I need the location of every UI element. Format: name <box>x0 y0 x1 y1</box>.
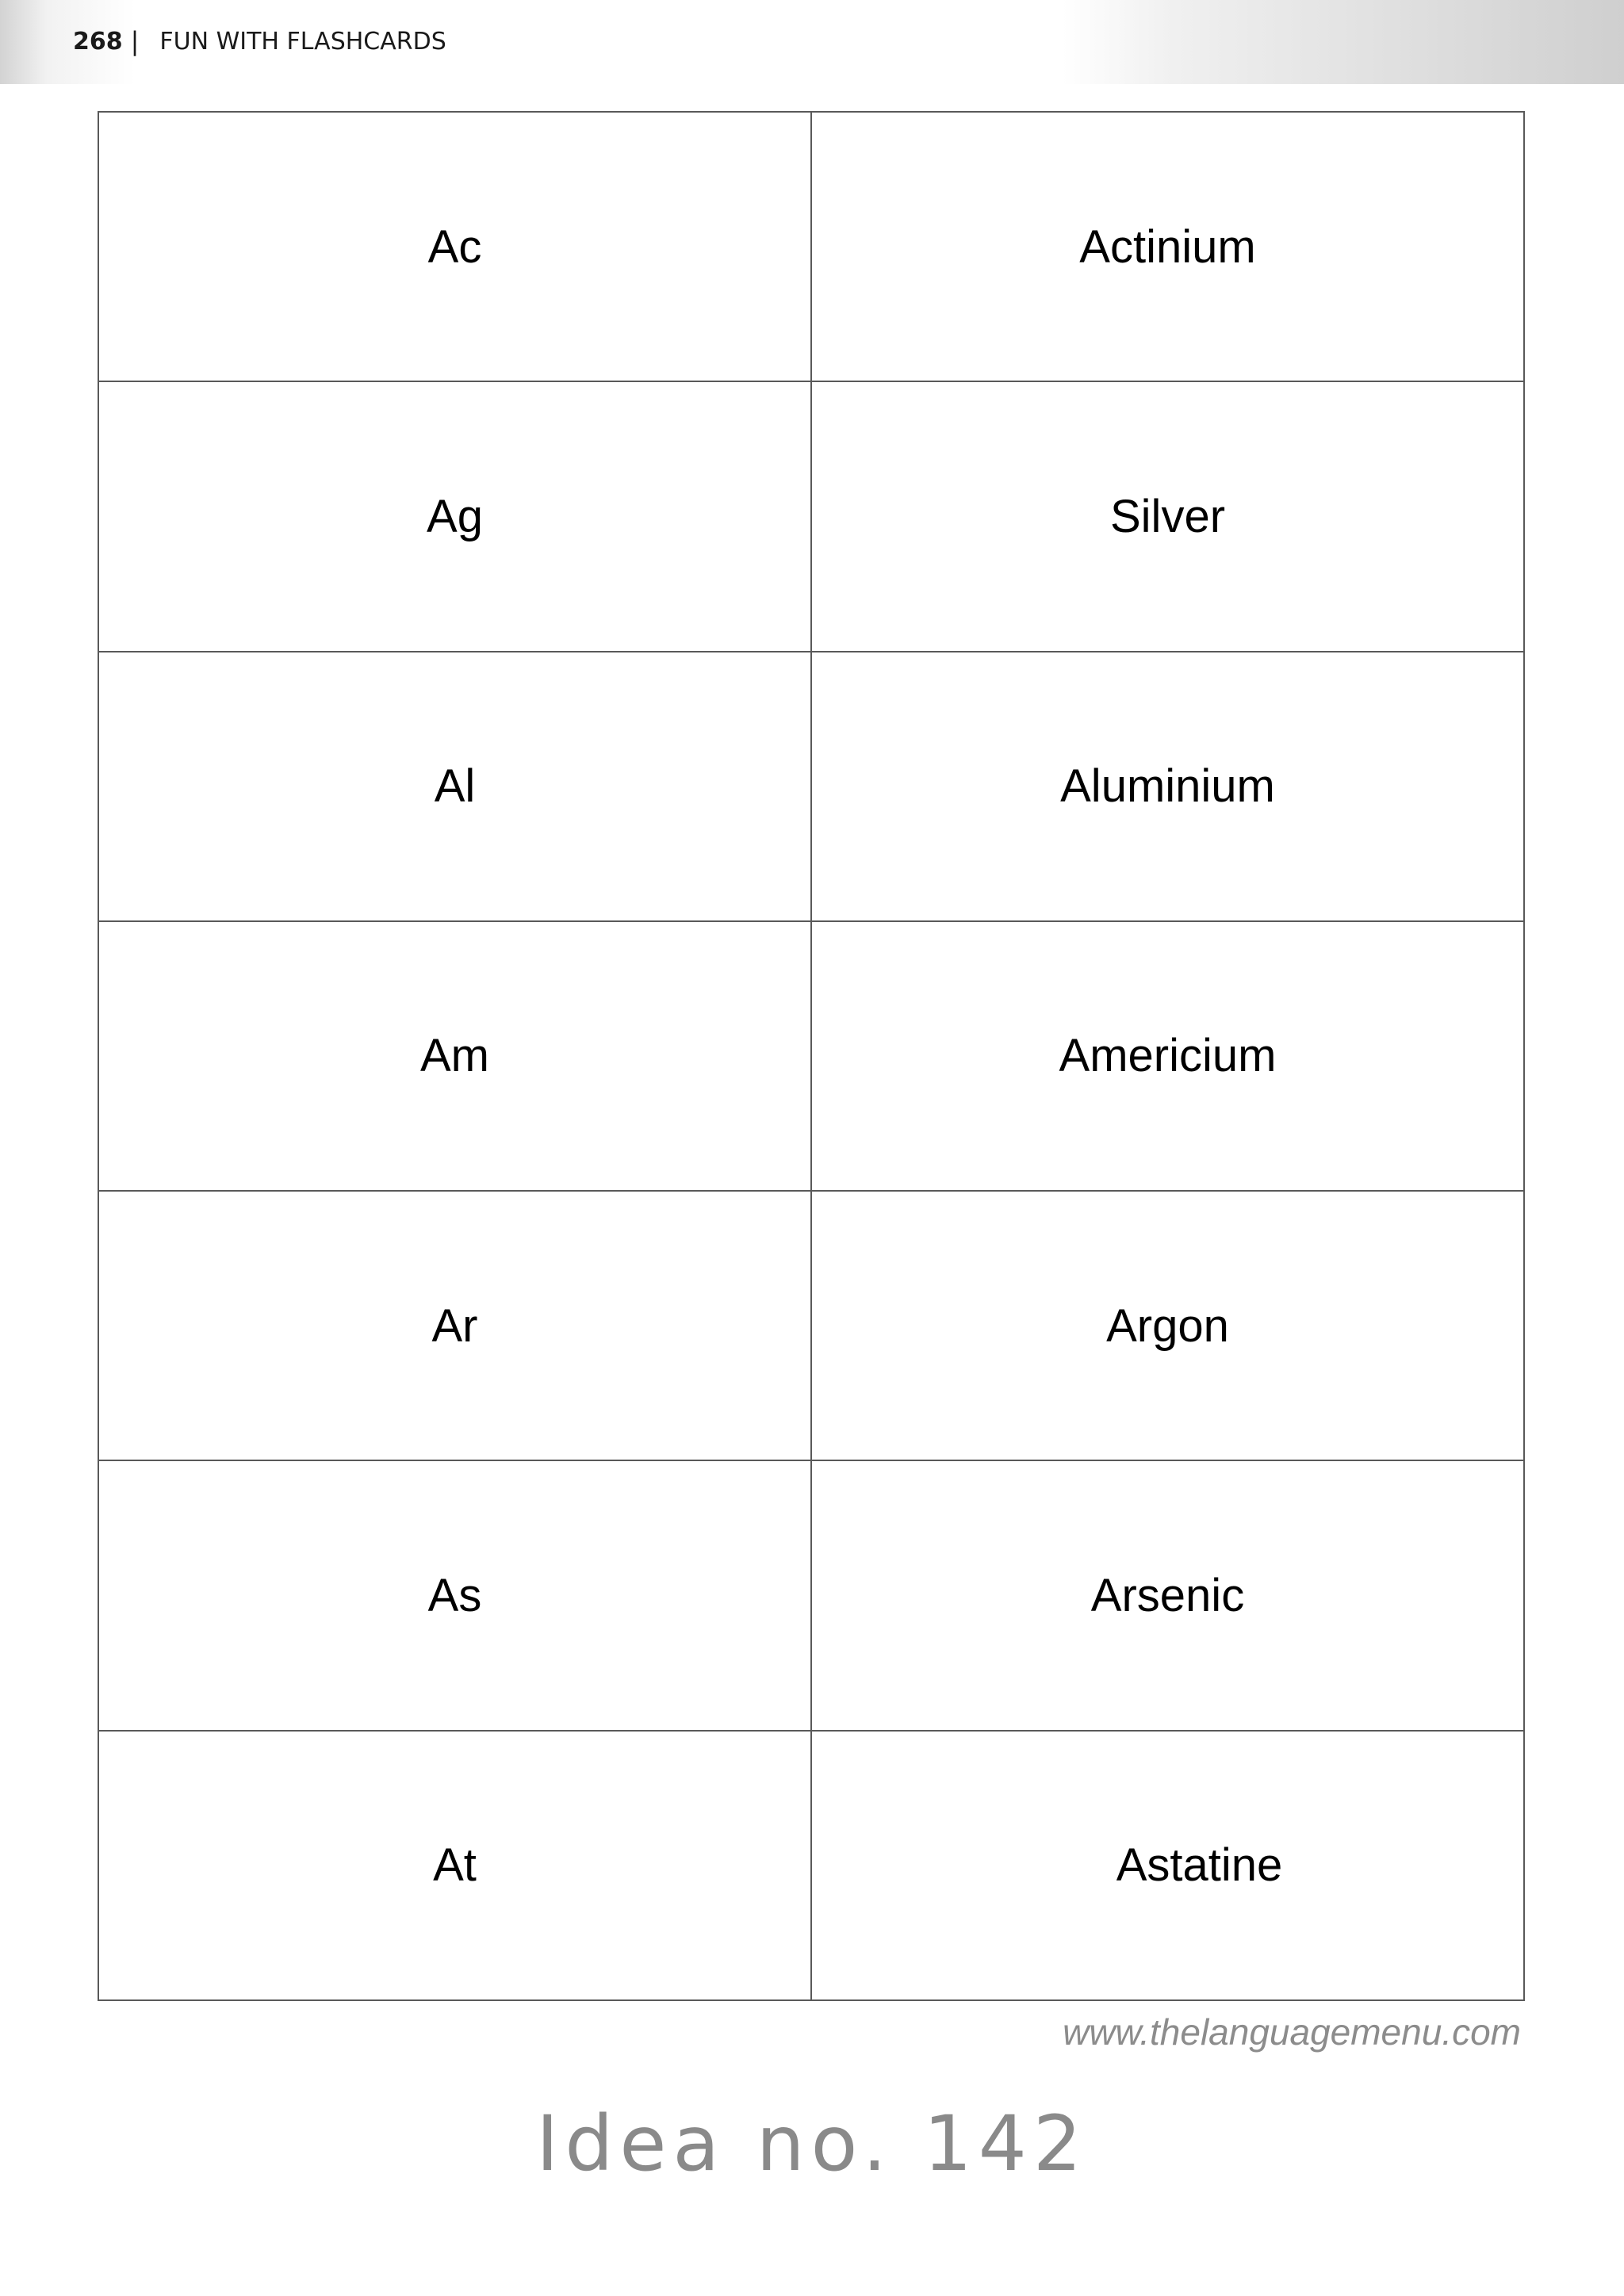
flashcard-row <box>98 1191 1524 1460</box>
element-symbol-card: Al <box>98 652 811 921</box>
website-url: www.thelanguagemenu.com <box>1063 2011 1521 2053</box>
element-symbol-card: As <box>98 1460 811 1730</box>
element-symbol-card: Ag <box>98 381 811 651</box>
header-separator: | <box>130 26 140 56</box>
flashcard-grid <box>98 111 1525 2001</box>
element-name-card: Actinium <box>811 112 1524 381</box>
element-symbol-card: Ar <box>98 1191 811 1460</box>
flashcard-row <box>98 1731 1524 2000</box>
element-symbol-card: Ac <box>98 112 811 381</box>
book-title: FUN WITH FLASHCARDS <box>159 27 446 55</box>
page-number: 268 <box>73 27 123 55</box>
flashcard-row <box>98 1460 1524 1730</box>
idea-number: Idea no. 142 <box>536 2099 1088 2188</box>
element-name-card: Americium <box>811 921 1524 1191</box>
element-name-card: Aluminium <box>811 652 1524 921</box>
flashcard-row <box>98 652 1524 921</box>
flashcard-row <box>98 921 1524 1191</box>
element-name-card: Silver <box>811 381 1524 651</box>
flashcard-row <box>98 381 1524 651</box>
page-header <box>73 22 446 60</box>
element-symbol-card: At <box>98 1731 811 2000</box>
element-name-card: Arsenic <box>811 1460 1524 1730</box>
flashcard-row <box>98 112 1524 381</box>
element-name-card <box>811 1731 1524 2000</box>
element-symbol-card: Am <box>98 921 811 1191</box>
element-name-card: Argon <box>811 1191 1524 1460</box>
element-name-text: Astatine <box>1116 1839 1283 1892</box>
